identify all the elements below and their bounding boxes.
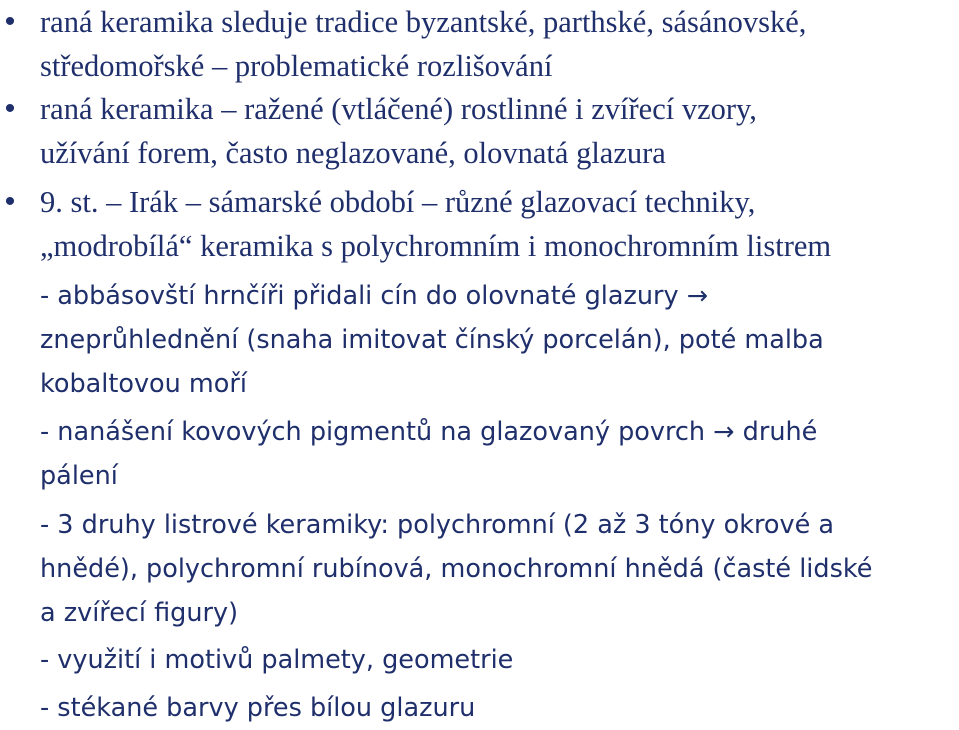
text-line: užívání forem, často neglazované, olovnatá glazura (40, 136, 666, 170)
bullet-text (40, 87, 757, 175)
text-line: - stékané barvy přes bílou glazuru (40, 693, 476, 723)
bullet-marker: • (4, 185, 16, 218)
detail-text (40, 410, 817, 498)
detail-item-5 (0, 686, 475, 730)
text-line: středomořské – problematické rozlišování (40, 49, 553, 83)
text-line: zneprůhlednění (snaha imitovat čínský porcelán), poté malba (40, 325, 824, 355)
text-line: - využití i motivů palmety, geometrie (40, 645, 514, 675)
detail-text (40, 503, 872, 635)
bullet-item-1 (0, 0, 806, 88)
detail-item-3 (0, 503, 872, 635)
bullet-marker: • (4, 5, 16, 38)
text-line: raná keramika – ražené (vtláčené) rostlinné i zvířecí vzory, (40, 92, 757, 126)
bullet-text (40, 180, 831, 268)
detail-item-4 (0, 638, 513, 682)
detail-text (40, 274, 824, 406)
bullet-item-3 (0, 180, 831, 268)
text-line: pálení (40, 461, 118, 491)
detail-text (40, 638, 513, 682)
bullet-text (40, 0, 806, 88)
text-line: 9. st. – Irák – sámarské období – různé glazovací techniky, (40, 185, 756, 219)
bullet-marker: • (4, 92, 16, 125)
text-line: - 3 druhy listrové keramiky: polychromní (2 až 3 tóny okrové a (40, 510, 835, 540)
detail-item-1 (0, 274, 824, 406)
bullet-item-2 (0, 87, 757, 175)
text-line: „modrobílá“ keramika s polychromním i monochromním listrem (40, 229, 832, 263)
text-line: a zvířecí figury) (40, 598, 239, 628)
text-line: raná keramika sleduje tradice byzantské, parthské, sásánovské, (40, 5, 807, 39)
text-line: - abbásovští hrnčíři přidali cín do olovnaté glazury → (40, 281, 709, 311)
text-line: - nanášení kovových pigmentů na glazovaný povrch → druhé (40, 417, 818, 447)
detail-item-2 (0, 410, 817, 498)
detail-text (40, 686, 475, 730)
text-line: hnědé), polychromní rubínová, monochromní hnědá (časté lidské (40, 554, 873, 584)
text-line: kobaltovou moří (40, 369, 247, 399)
